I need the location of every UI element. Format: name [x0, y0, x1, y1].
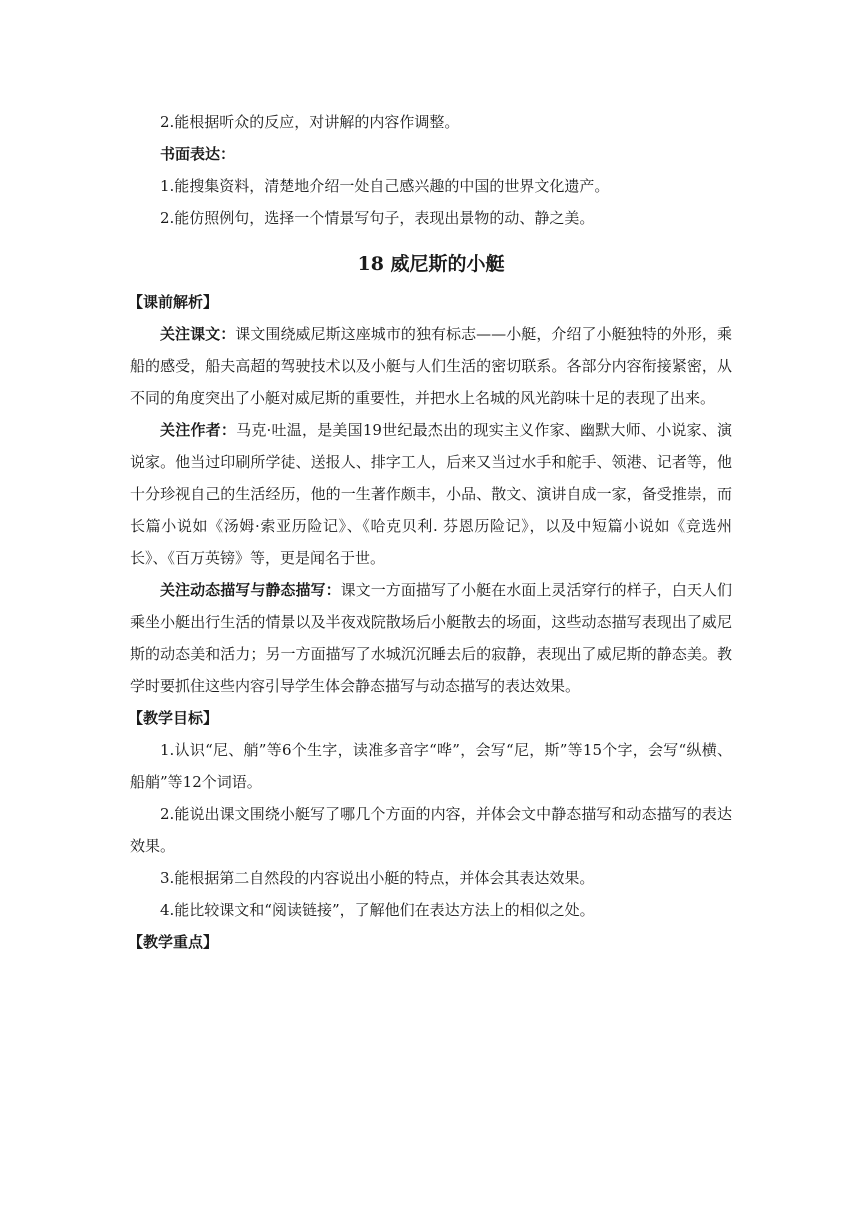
focus-description-body: 课文一方面描写了小艇在水面上灵活穿行的样子，白天人们乘坐小艇出行生活的情景以及半夜戏院散场后小艇散去的场面，这些动态描写表现出了威尼斯的动态美和活力；另一方面描写了水城沉沉睡去后的寂静，表现出了威尼斯的静态美。教学时要抓住这些内容引导学生体会静态描写与动态描写的表达效果。: [130, 581, 732, 695]
goal-item-3: 3.能根据第二自然段的内容说出小艇的特点，并体会其表达效果。: [160, 869, 595, 887]
top-section: [130, 106, 732, 234]
written-item-2: 2.能仿照例句，选择一个情景写句子，表现出景物的动、静之美。: [160, 209, 595, 227]
focus-author-paragraph: [130, 414, 732, 574]
goal-item-1: 1.认识“尼、艄”等6个生字，读准多音字“哗”，会写“尼，斯”等15个字，会写“纵横、船艄”等12个词语。: [130, 741, 732, 791]
teaching-goals-heading: 【教学目标】: [128, 709, 219, 727]
goal-item-4: 4.能比较课文和“阅读链接”，了解他们在表达方法上的相似之处。: [160, 901, 595, 919]
written-expression-heading: 书面表达：: [160, 145, 236, 163]
focus-text-body: 课文围绕威尼斯这座城市的独有标志——小艇，介绍了小艇独特的外形，乘船的感受，船夫高超的驾驶技术以及小艇与人们生活的密切联系。各部分内容衔接紧密，从不同的角度突出了小艇对威尼斯的重要性，并把水上名城的风光韵味十足的表现了出来。: [130, 325, 732, 407]
oral-item-2: 2.能根据听众的反应，对讲解的内容作调整。: [160, 113, 460, 131]
written-item-1: 1.能搜集资料，清楚地介绍一处自己感兴趣的中国的世界文化遗产。: [160, 177, 610, 195]
focus-author-body: 马克·吐温，是美国19世纪最杰出的现实主义作家、幽默大师、小说家、演说家。他当过印刷所学徒、送报人、排字工人，后来又当过水手和舵手、领港、记者等，他十分珍视自己的生活经历，他的一生著作颇丰，小品、散文、演讲自成一家，备受推崇，而长篇小说如《汤姆·索亚历险记》、《哈克贝利. 芬恩历险记》，以及中短篇小说如《竞选州长》、《百万英镑》等，更是闻名于世。: [130, 421, 732, 567]
pre-analysis-heading: 【课前解析】: [128, 293, 219, 311]
focus-text-paragraph: [130, 318, 732, 414]
focus-description-paragraph: [130, 574, 732, 702]
lesson-body: [130, 286, 732, 958]
focus-text-label: 关注课文：: [160, 325, 236, 343]
key-points-heading: 【教学重点】: [128, 933, 219, 951]
goal-item-2: 2.能说出课文围绕小艇写了哪几个方面的内容，并体会文中静态描写和动态描写的表达效果。: [130, 805, 732, 855]
lesson-title: 18 威尼斯的小艇: [357, 253, 505, 275]
focus-author-label: 关注作者：: [160, 421, 237, 439]
focus-description-label: 关注动态描写与静态描写：: [160, 581, 341, 599]
